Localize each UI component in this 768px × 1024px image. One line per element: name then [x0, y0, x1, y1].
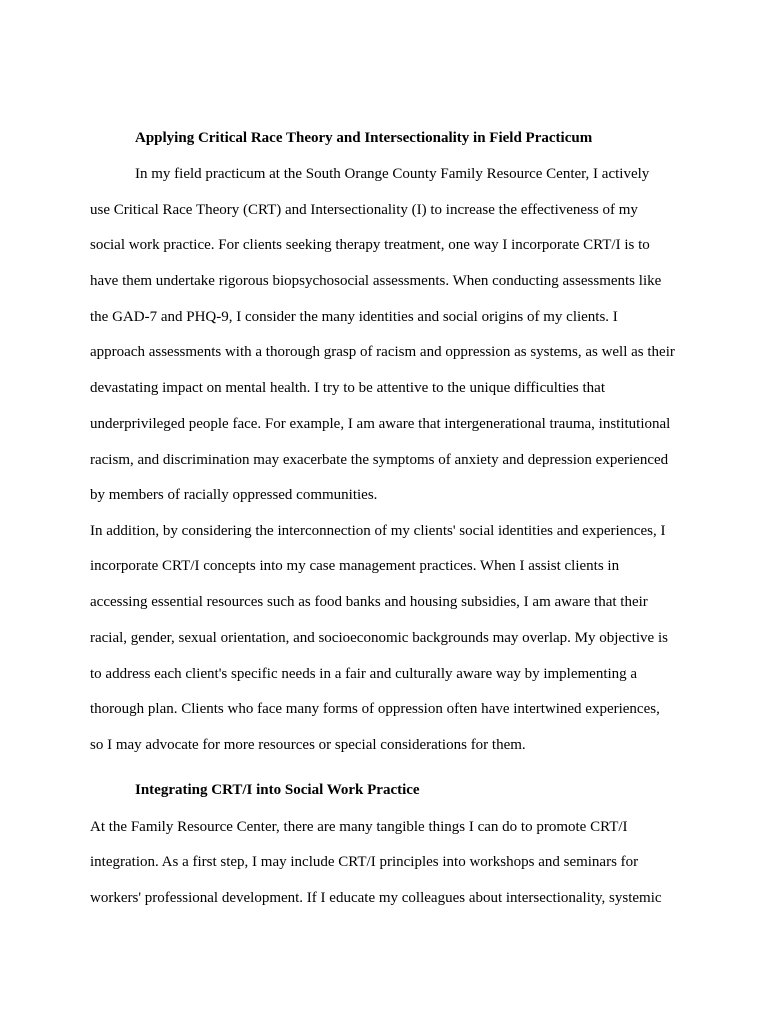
paragraph-3-line-2: integration. As a first step, I may include CRT/I principles into workshops and seminars for — [90, 854, 639, 870]
paragraph-2-line-3: accessing essential resources such as food banks and housing subsidies, I am aware that their — [90, 594, 648, 610]
document-page — [90, 0, 690, 1024]
paragraph-2-line-5: to address each client's specific needs in a fair and culturally aware way by implementing a — [90, 666, 638, 682]
paragraph-1-line-1: In my field practicum at the South Orange County Family Resource Center, I actively — [135, 166, 650, 182]
paragraph-3-line-1: At the Family Resource Center, there are many tangible things I can do to promote CRT/I — [90, 819, 628, 835]
paragraph-1-line-3: social work practice. For clients seeking therapy treatment, one way I incorporate CRT/I is to — [90, 237, 650, 253]
paragraph-2-line-6: thorough plan. Clients who face many forms of oppression often have intertwined experiences, — [90, 701, 660, 717]
paragraph-1-line-10: by members of racially oppressed communities. — [90, 487, 378, 503]
section-heading-integrating-crt: Integrating CRT/I into Social Work Practice — [135, 782, 420, 798]
paragraph-1-line-6: approach assessments with a thorough grasp of racism and oppression as systems, as well as their — [90, 344, 675, 360]
paragraph-1-line-2: use Critical Race Theory (CRT) and Intersectionality (I) to increase the effectiveness of my — [90, 202, 638, 218]
paragraph-1-line-9: racism, and discrimination may exacerbate the symptoms of anxiety and depression experienced — [90, 452, 669, 468]
section-heading-crt-intersectionality: Applying Critical Race Theory and Intersectionality in Field Practicum — [135, 130, 593, 146]
paragraph-1-line-5: the GAD-7 and PHQ-9, I consider the many identities and social origins of my clients. I — [90, 309, 618, 325]
paragraph-2-line-2: incorporate CRT/I concepts into my case management practices. When I assist clients in — [90, 558, 620, 574]
paragraph-1-line-8: underprivileged people face. For example, I am aware that intergenerational trauma, institutional — [90, 416, 671, 432]
paragraph-2-line-4: racial, gender, sexual orientation, and socioeconomic backgrounds may overlap. My objective is — [90, 630, 668, 646]
paragraph-3-line-3: workers' professional development. If I educate my colleagues about intersectionality, systemic — [90, 890, 662, 906]
paragraph-1-line-4: have them undertake rigorous biopsychosocial assessments. When conducting assessments like — [90, 273, 662, 289]
paragraph-2-line-1: In addition, by considering the interconnection of my clients' social identities and experiences, I — [90, 523, 666, 539]
paragraph-1-line-7: devastating impact on mental health. I try to be attentive to the unique difficulties that — [90, 380, 605, 396]
paragraph-2-line-7: so I may advocate for more resources or special considerations for them. — [90, 737, 526, 753]
